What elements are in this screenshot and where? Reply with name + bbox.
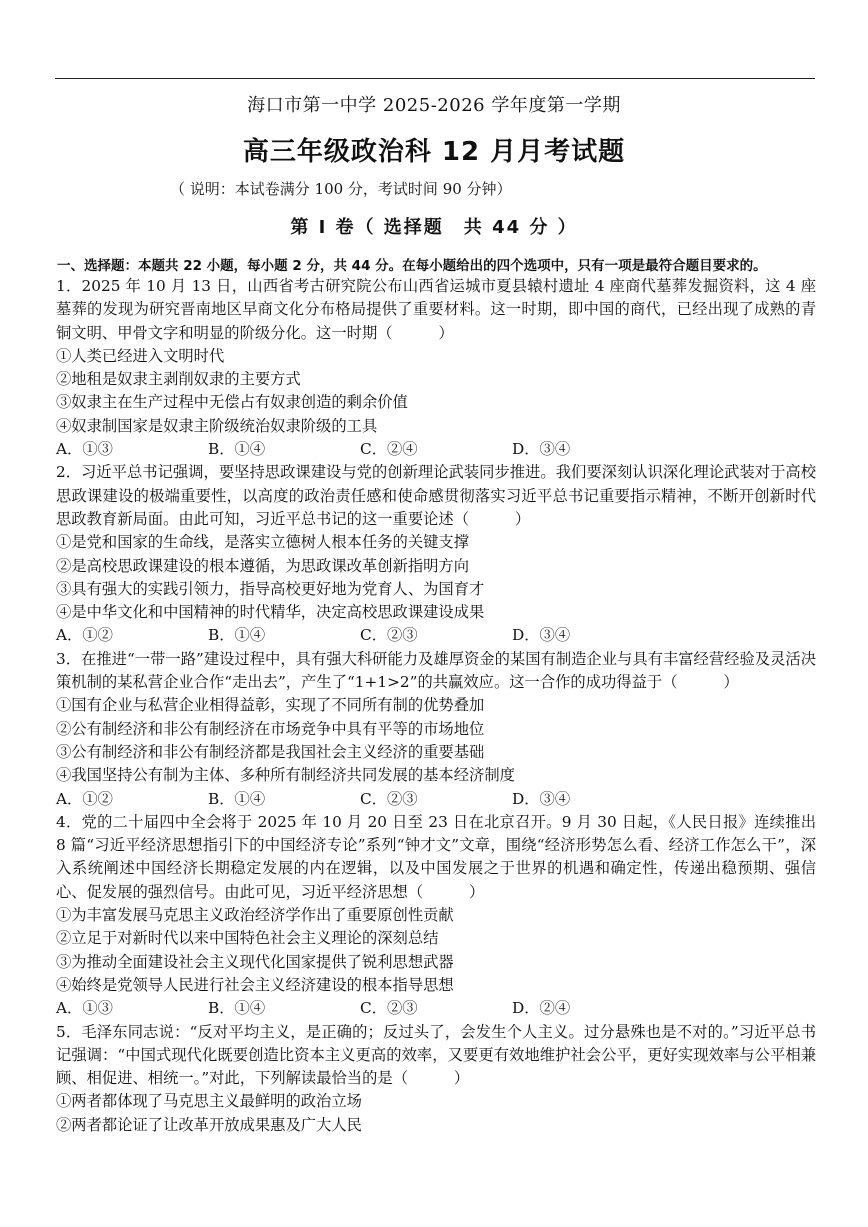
question-5 bbox=[56, 1021, 816, 1137]
choice-b: B．①④ bbox=[208, 626, 266, 645]
exam-note: （ 说明：本试卷满分 100 分，考试时间 90 分钟） bbox=[170, 180, 512, 198]
option-4: ④是中华文化和中国精神的时代精华，决定高校思政课建设成果 bbox=[56, 603, 485, 622]
option-3: ③奴隶主在生产过程中无偿占有奴隶创造的剩余价值 bbox=[56, 393, 408, 412]
choice-d: D．②④ bbox=[512, 999, 571, 1018]
answer-choices bbox=[56, 624, 816, 647]
choice-c: C．②③ bbox=[360, 789, 418, 808]
question-stem: 3．在推进“一带一路”建设过程中，具有强大科研能力及雄厚资金的某国有制造企业与具有丰富经营经验及灵活决策机制的某私营企业合作“走出去”，产生了“1+1>2”的共赢效应。这一合作的成功得益于（ ） bbox=[56, 649, 816, 692]
header-rule bbox=[55, 78, 815, 79]
option-1: ①人类已经进入文明时代 bbox=[56, 346, 225, 365]
choice-a: A．①③ bbox=[56, 440, 113, 459]
answer-choices bbox=[56, 997, 816, 1020]
choice-c: C．②③ bbox=[360, 999, 418, 1018]
option-1: ①是党和国家的生命线，是落实立德树人根本任务的关键支撑 bbox=[56, 533, 470, 552]
option-3: ③为推动全面建设社会主义现代化国家提供了锐利思想武器 bbox=[56, 952, 454, 971]
choice-b: B．①④ bbox=[208, 440, 266, 459]
option-1: ①为丰富发展马克思主义政治经济学作出了重要原创性贡献 bbox=[56, 906, 454, 925]
choice-a: A．①② bbox=[56, 789, 113, 808]
choice-d: D．③④ bbox=[512, 440, 571, 459]
section-heading: 第 Ⅰ 卷（ 选择题 共 44 分 ） bbox=[290, 217, 578, 238]
answer-choices bbox=[56, 438, 816, 461]
question-stem: 1．2025 年 10 月 13 日，山西省考古研究院公布山西省运城市夏县辕村遗址 4 座商代墓葬发掘资料，这 4 座墓葬的发现为研究晋南地区早商文化分布格局提供了重要材料。这一时期，即中国的商代，已经出现了成熟的青铜文明、甲骨文字和明显的阶级分化。这一时期（ ） bbox=[56, 277, 816, 342]
option-4: ④我国坚持公有制为主体、多种所有制经济共同发展的基本经济制度 bbox=[56, 766, 515, 785]
choice-d: D．③④ bbox=[512, 789, 571, 808]
question-list bbox=[56, 275, 816, 1137]
question-4 bbox=[56, 811, 816, 1021]
option-3: ③具有强大的实践引领力，指导高校更好地为党育人、为国育才 bbox=[56, 579, 485, 598]
question-stem: 2．习近平总书记强调，要坚持思政课建设与党的创新理论武装同步推进。我们要深刻认识深化理论武装对于高校思政课建设的极端重要性，以高度的政治责任感和使命感贯彻落实习近平总书记重要指示精神，不断开创新时代思政教育新局面。由此可知，习近平总书记的这一重要论述（ ） bbox=[56, 463, 816, 528]
choice-c: C．②④ bbox=[360, 440, 418, 459]
question-stem: 4．党的二十届四中全会将于 2025 年 10 月 20 日至 23 日在北京召开。9 月 30 日起，《人民日报》连续推出 8 篇“习近平经济思想指引下的中国经济专论”系列“钟才文”文章，围绕“经济形势怎么看、经济工作怎么干”，深入系统阐述中国经济长期稳定发展的内在逻辑，以及中国发展之于世界的机遇和确定性，传递出稳预期、强信心、促发展的强烈信号。由此可见，习近平经济思想（ ） bbox=[56, 812, 816, 901]
option-2: ②公有制经济和非公有制经济在市场竞争中具有平等的市场地位 bbox=[56, 719, 485, 738]
school-term-line: 海口市第一中学 2025-2026 学年度第一学期 bbox=[247, 95, 621, 116]
option-3: ③公有制经济和非公有制经济都是我国社会主义经济的重要基础 bbox=[56, 742, 485, 761]
option-1: ①国有企业与私营企业相得益彰，实现了不同所有制的优势叠加 bbox=[56, 696, 485, 715]
exam-title: 高三年级政治科 12 月月考试题 bbox=[242, 137, 626, 167]
option-4: ④始终是党领导人民进行社会主义经济建设的根本指导思想 bbox=[56, 975, 454, 994]
question-3 bbox=[56, 648, 816, 811]
option-2: ②立足于对新时代以来中国特色社会主义理论的深刻总结 bbox=[56, 929, 439, 948]
option-2: ②两者都论证了让改革开放成果惠及广大人民 bbox=[56, 1115, 362, 1134]
question-1 bbox=[56, 275, 816, 461]
option-2: ②地租是奴隶主剥削奴隶的主要方式 bbox=[56, 370, 301, 389]
option-1: ①两者都体现了马克思主义最鲜明的政治立场 bbox=[56, 1092, 362, 1111]
choice-d: D．③④ bbox=[512, 626, 571, 645]
choice-a: A．①② bbox=[56, 626, 113, 645]
option-2: ②是高校思政课建设的根本遵循，为思政课改革创新指明方向 bbox=[56, 556, 470, 575]
answer-choices bbox=[56, 788, 816, 811]
choice-b: B．①④ bbox=[208, 999, 266, 1018]
question-stem: 5．毛泽东同志说：“反对平均主义，是正确的；反过头了，会发生个人主义。过分悬殊也是不对的。”习近平总书记强调：“中国式现代化既要创造比资本主义更高的效率，又要更有效地维护社会公平，更好实现效率与公平相兼顾、相促进、相统一。”对此，下列解读最恰当的是（ ） bbox=[56, 1022, 816, 1088]
option-4: ④奴隶制国家是奴隶主阶级统治奴隶阶级的工具 bbox=[56, 416, 378, 435]
choice-a: A．①③ bbox=[56, 999, 113, 1018]
choice-c: C．②③ bbox=[360, 626, 418, 645]
question-2 bbox=[56, 461, 816, 647]
part-instructions: 一、选择题：本题共 22 小题，每小题 2 分，共 44 分。在每小题给出的四个选项中，只有一项是最符合题目要求的。 bbox=[57, 258, 767, 274]
choice-b: B．①④ bbox=[208, 789, 266, 808]
